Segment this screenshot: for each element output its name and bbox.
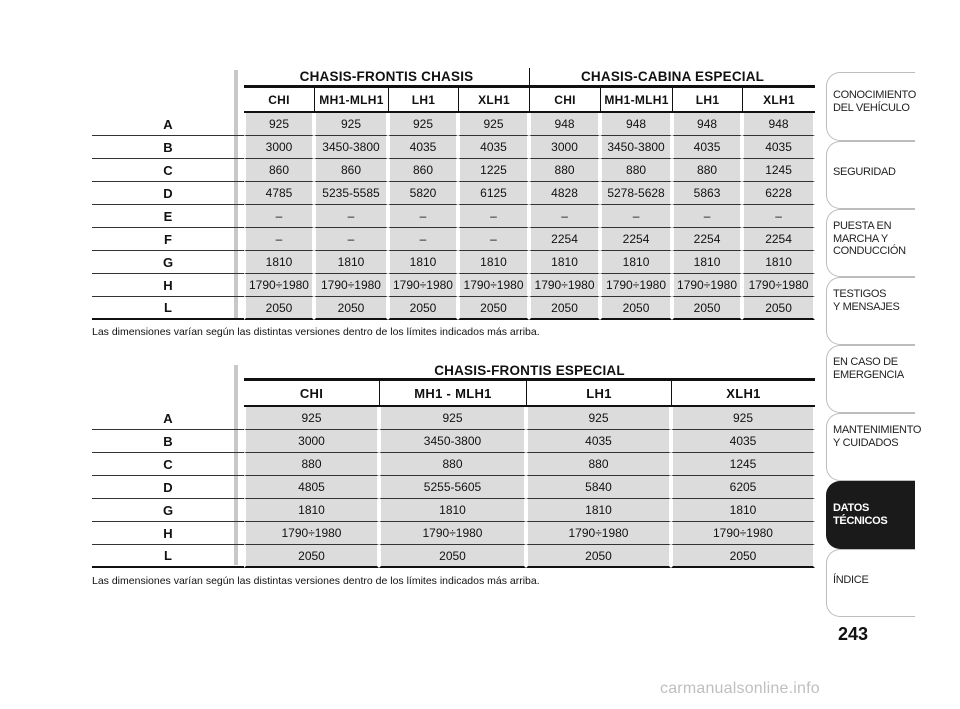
cell-value: 3000 <box>529 136 600 159</box>
row-label: L <box>92 297 244 320</box>
row-label: H <box>92 274 244 297</box>
cell-value: – <box>458 228 529 251</box>
cell-value: 1810 <box>672 251 742 274</box>
table-row <box>92 453 815 476</box>
col-header: LH1 <box>526 381 671 407</box>
cell-value: 1810 <box>314 251 388 274</box>
cell-value: 4035 <box>526 430 671 453</box>
row-label: E <box>92 205 244 228</box>
cell-value: 948 <box>600 113 672 136</box>
cell-value: 5840 <box>526 476 671 499</box>
cell-value: 4785 <box>244 182 314 205</box>
cell-value: 4035 <box>672 136 742 159</box>
cell-value: 880 <box>672 159 742 182</box>
table2-body <box>92 407 815 568</box>
cell-value: 1810 <box>244 251 314 274</box>
row-label: C <box>92 159 244 182</box>
row-label: H <box>92 522 244 545</box>
cell-value: – <box>742 205 815 228</box>
table-row <box>92 430 815 453</box>
cell-value: 4828 <box>529 182 600 205</box>
cell-value: 1245 <box>671 453 815 476</box>
cell-value: 1790÷1980 <box>244 522 379 545</box>
cell-value: 1810 <box>526 499 671 522</box>
chapter-tab-label: DATOS TÉCNICOS <box>833 502 888 527</box>
col-header: MH1-MLH1 <box>314 88 388 113</box>
cell-value: 3000 <box>244 136 314 159</box>
cell-value: – <box>314 205 388 228</box>
cell-value: 1790÷1980 <box>388 274 458 297</box>
row-label: F <box>92 228 244 251</box>
cell-value: 1790÷1980 <box>672 274 742 297</box>
cell-value: – <box>529 205 600 228</box>
col-header: LH1 <box>672 88 742 113</box>
row-label: L <box>92 545 244 568</box>
group-header-2: CHASIS-CABINA ESPECIAL <box>529 68 815 88</box>
cell-value: 4035 <box>742 136 815 159</box>
chapter-tab[interactable] <box>826 345 915 413</box>
cell-value: 1790÷1980 <box>244 274 314 297</box>
table-row <box>92 274 815 297</box>
cell-value: 1790÷1980 <box>526 522 671 545</box>
cell-value: 2254 <box>672 228 742 251</box>
chapter-tab-label: EN CASO DE EMERGENCIA <box>833 356 904 381</box>
cell-value: 1810 <box>379 499 526 522</box>
cell-value: 3450-3800 <box>600 136 672 159</box>
cell-value: 860 <box>388 159 458 182</box>
table1-note: Las dimensiones varían según las distintas versiones dentro de los límites indicados más arriba. <box>92 326 540 338</box>
cell-value: 6205 <box>671 476 815 499</box>
table-row <box>92 228 815 251</box>
table-row <box>92 476 815 499</box>
cell-value: 1790÷1980 <box>671 522 815 545</box>
cell-value: 2050 <box>458 297 529 320</box>
chapter-tab-label: TESTIGOS Y MENSAJES <box>833 288 900 313</box>
cell-value: 880 <box>526 453 671 476</box>
dimensions-table-2 <box>92 362 815 568</box>
cell-value: 1790÷1980 <box>458 274 529 297</box>
cell-value: 1810 <box>458 251 529 274</box>
chapter-tab[interactable] <box>826 481 915 549</box>
cell-value: 1810 <box>742 251 815 274</box>
cell-value: 5820 <box>388 182 458 205</box>
cell-value: 6228 <box>742 182 815 205</box>
chapter-tab[interactable] <box>826 209 915 277</box>
cell-value: 2254 <box>600 228 672 251</box>
cell-value: – <box>388 228 458 251</box>
chapter-tab[interactable] <box>826 549 915 617</box>
cell-value: 925 <box>314 113 388 136</box>
cell-value: – <box>244 205 314 228</box>
chapter-tab[interactable] <box>826 141 915 209</box>
corner-blank <box>92 68 244 88</box>
cell-value: 860 <box>244 159 314 182</box>
row-label: A <box>92 113 244 136</box>
cell-value: 925 <box>388 113 458 136</box>
col-header: MH1-MLH1 <box>600 88 672 113</box>
cell-value: 2050 <box>526 545 671 568</box>
cell-value: 2050 <box>671 545 815 568</box>
dimensions-table-1 <box>92 68 815 320</box>
cell-value: 2050 <box>388 297 458 320</box>
cell-value: 4035 <box>458 136 529 159</box>
row-label: D <box>92 476 244 499</box>
row-label: D <box>92 182 244 205</box>
cell-value: 1810 <box>671 499 815 522</box>
chapter-tab[interactable] <box>826 277 915 345</box>
cell-value: 3450-3800 <box>379 430 526 453</box>
row-label: B <box>92 136 244 159</box>
chapter-tab-label: CONOCIMIENTO DEL VEHÍCULO <box>833 89 916 114</box>
group-header-3: CHASIS-FRONTIS ESPECIAL <box>244 362 815 381</box>
table-row <box>92 499 815 522</box>
col-header: MH1 - MLH1 <box>379 381 526 407</box>
cell-value: 5863 <box>672 182 742 205</box>
col-header: CHI <box>244 88 314 113</box>
cell-value: 5235-5585 <box>314 182 388 205</box>
cell-value: 925 <box>244 407 379 430</box>
col-header: XLH1 <box>742 88 815 113</box>
cell-value: 925 <box>526 407 671 430</box>
cell-value: 1225 <box>458 159 529 182</box>
cell-value: 925 <box>379 407 526 430</box>
cell-value: 4035 <box>671 430 815 453</box>
cell-value: – <box>600 205 672 228</box>
col-header: XLH1 <box>458 88 529 113</box>
cell-value: 880 <box>600 159 672 182</box>
cell-value: 2050 <box>529 297 600 320</box>
cell-value: 1790÷1980 <box>742 274 815 297</box>
cell-value: 3000 <box>244 430 379 453</box>
cell-value: – <box>388 205 458 228</box>
col-header: CHI <box>529 88 600 113</box>
cell-value: 1790÷1980 <box>379 522 526 545</box>
row-label: G <box>92 499 244 522</box>
cell-value: 880 <box>244 453 379 476</box>
cell-value: 5278-5628 <box>600 182 672 205</box>
chapter-tab[interactable] <box>826 413 922 481</box>
table-row <box>92 522 815 545</box>
table-row <box>92 545 815 568</box>
cell-value: 1810 <box>600 251 672 274</box>
cell-value: 880 <box>379 453 526 476</box>
cell-value: 925 <box>458 113 529 136</box>
col-header: CHI <box>244 381 379 407</box>
table-row <box>92 205 815 228</box>
cell-value: 1790÷1980 <box>529 274 600 297</box>
col-header: LH1 <box>388 88 458 113</box>
cell-value: 2050 <box>244 297 314 320</box>
table-row <box>92 182 815 205</box>
table-row <box>92 159 815 182</box>
cell-value: 2050 <box>379 545 526 568</box>
cell-value: – <box>458 205 529 228</box>
group-header-1: CHASIS-FRONTIS CHASIS <box>244 68 529 88</box>
cell-value: 1790÷1980 <box>600 274 672 297</box>
cell-value: 1810 <box>388 251 458 274</box>
cell-value: 4035 <box>388 136 458 159</box>
row-label: G <box>92 251 244 274</box>
cell-value: 2050 <box>244 545 379 568</box>
table-row <box>92 251 815 274</box>
table-row <box>92 136 815 159</box>
cell-value: 1790÷1980 <box>314 274 388 297</box>
table-row <box>92 407 815 430</box>
cell-value: 4805 <box>244 476 379 499</box>
cell-value: 880 <box>529 159 600 182</box>
cell-value: 925 <box>671 407 815 430</box>
cell-value: 1810 <box>244 499 379 522</box>
table2-note: Las dimensiones varían según las distintas versiones dentro de los límites indicados más arriba. <box>92 575 540 587</box>
table-row <box>92 113 815 136</box>
col-header: XLH1 <box>671 381 815 407</box>
cell-value: 948 <box>742 113 815 136</box>
chapter-tab[interactable] <box>826 72 915 141</box>
cell-value: 860 <box>314 159 388 182</box>
cell-value: 1245 <box>742 159 815 182</box>
cell-value: 2050 <box>672 297 742 320</box>
row-label: B <box>92 430 244 453</box>
cell-value: 2254 <box>742 228 815 251</box>
chapter-tab-label: MANTENIMIENTO Y CUIDADOS <box>833 424 922 449</box>
row-label: C <box>92 453 244 476</box>
cell-value: 948 <box>529 113 600 136</box>
cell-value: – <box>244 228 314 251</box>
cell-value: – <box>672 205 742 228</box>
cell-value: 2050 <box>742 297 815 320</box>
cell-value: 3450-3800 <box>314 136 388 159</box>
table1-body <box>92 113 815 320</box>
table-row <box>92 297 815 320</box>
chapter-tab-label: PUESTA EN MARCHA Y CONDUCCIÓN <box>833 220 906 257</box>
watermark: carmanualsonline.info <box>660 680 820 697</box>
chapter-tab-label: SEGURIDAD <box>833 166 896 178</box>
cell-value: 2254 <box>529 228 600 251</box>
row-label: A <box>92 407 244 430</box>
cell-value: 948 <box>672 113 742 136</box>
cell-value: 925 <box>244 113 314 136</box>
cell-value: 6125 <box>458 182 529 205</box>
cell-value: 2050 <box>314 297 388 320</box>
cell-value: 5255-5605 <box>379 476 526 499</box>
page-number: 243 <box>837 624 869 644</box>
cell-value: – <box>314 228 388 251</box>
cell-value: 1810 <box>529 251 600 274</box>
cell-value: 2050 <box>600 297 672 320</box>
chapter-tab-label: ÍNDICE <box>833 574 869 586</box>
